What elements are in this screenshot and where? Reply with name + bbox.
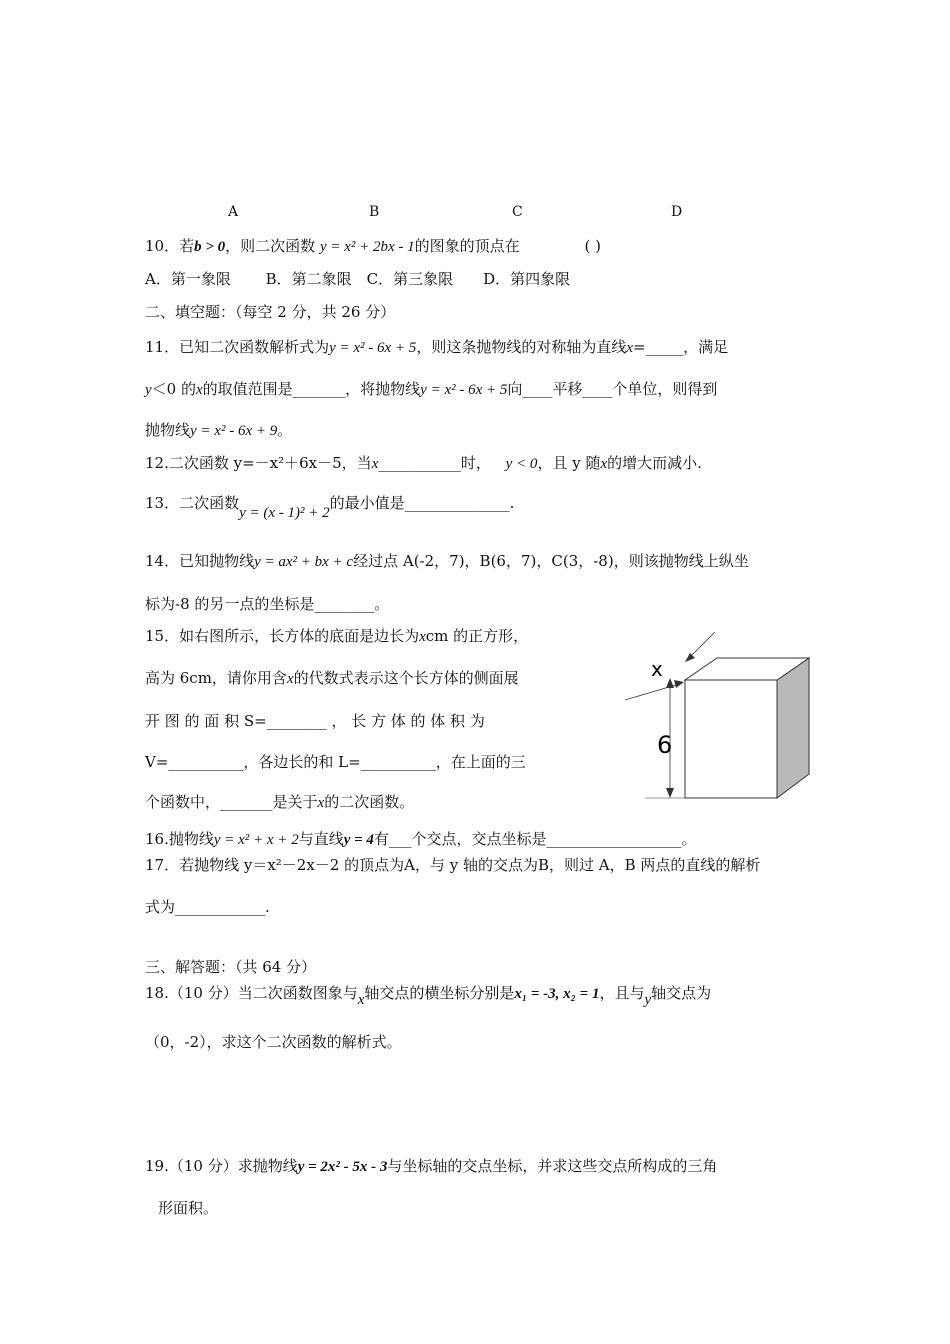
question-15-line-5: 个函数中，_______是关于x的二次函数。 xyxy=(145,793,415,811)
question-16: 16.抛物线y = x² + x + 2与直线y = 4有___个交点，交点坐标是__________________。 xyxy=(145,830,697,848)
question-18-line-2: （0，-2），求这个二次函数的解析式。 xyxy=(145,1033,402,1051)
option-label-b: B xyxy=(369,204,380,220)
question-10-choices: A．第一象限 B．第二象限 C．第三象限 D．第四象限 xyxy=(145,270,571,288)
question-11-line-1: 11．已知二次函数解析式为y = x² - 6x + 5，则这条抛物线的对称轴为直线x=_____，满足 xyxy=(145,338,729,356)
option-label-c: C xyxy=(512,204,523,220)
answer-paren: ( ) xyxy=(584,237,601,255)
question-15-line-2: 高为 6cm，请你用含x的代数式表示这个长方体的侧面展 xyxy=(145,669,519,687)
question-18-line-1: 18.（10 分）当二次函数图象与x轴交点的横坐标分别是x₁ = -3, x₂ = 1，且与y轴交点为 xyxy=(145,984,712,1008)
question-15-line-3: 开 图 的 面 积 S=________ ， 长 方 体 的 体 积 为 xyxy=(145,712,485,730)
math-formula: y = x² + 2bx - 1 xyxy=(319,239,415,255)
question-12: 12.二次函数 y=－x²＋6x－5，当x___________时， y < 0，且 y 随x的增大而减小. xyxy=(145,454,702,472)
figure-x-label: x xyxy=(651,657,663,681)
section-3-heading: 三、解答题：（共 64 分） xyxy=(145,958,317,976)
cuboid-figure xyxy=(615,628,815,803)
question-19-line-1: 19.（10 分）求抛物线y = 2x² - 5x - 3与坐标轴的交点坐标，并求这些交点所构成的三角 xyxy=(145,1157,718,1175)
question-13: 13．二次函数y = (x - 1)² + 2的最小值是______________. xyxy=(145,494,515,521)
question-19-line-2: 形面积。 xyxy=(158,1199,219,1217)
question-15-line-1: 15．如右图所示，长方体的底面是边长为xcm 的正方形， xyxy=(145,627,529,645)
question-11-line-2: y＜0 的x的取值范围是_______，将抛物线y = x² - 6x + 5向____平移____个单位，则得到 xyxy=(145,380,718,398)
section-2-heading: 二、填空题：（每空 2 分，共 26 分） xyxy=(145,303,396,321)
question-17-line-1: 17．若抛物线 y＝x²－2x－2 的顶点为A，与 y 轴的交点为B，则过 A，B 两点的直线的解析 xyxy=(145,856,761,874)
question-17-line-2: 式为____________. xyxy=(145,898,270,916)
question-14-line-2: 标为-8 的另一点的坐标是________。 xyxy=(145,595,390,613)
question-14-line-1: 14．已知抛物线y = ax² + bx + c经过点 A(-2，7)，B(6，7)，C(3，-8)，则该抛物线上纵坐 xyxy=(145,552,749,570)
figure-height-label: 6 xyxy=(657,731,673,759)
option-label-a: A xyxy=(228,204,239,220)
question-11-line-3: 抛物线y = x² - 6x + 9。 xyxy=(145,421,293,439)
option-label-d: D xyxy=(671,204,683,220)
question-15-line-4: V=__________，各边长的和 L=__________，在上面的三 xyxy=(145,753,526,771)
question-10: 10．若b > 0，则二次函数 y = x² + 2bx - 1的图象的顶点在 ( ) xyxy=(145,237,601,255)
